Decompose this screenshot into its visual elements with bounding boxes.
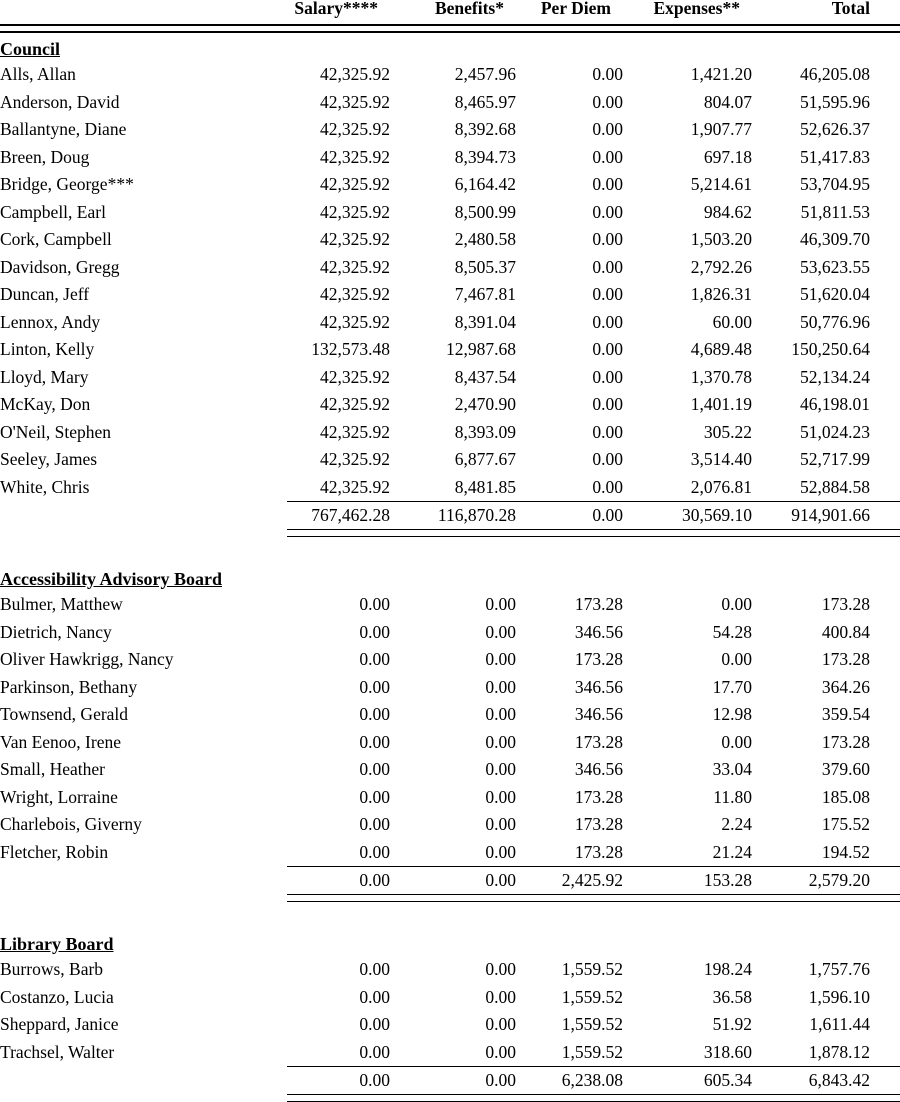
row-benefits: 12,987.68 [446,339,516,359]
row-benefits: 0.00 [485,704,516,724]
row-expenses: 1,826.31 [690,284,752,304]
row-per-diem: 0.00 [592,119,623,139]
row-total: 46,309.70 [800,229,870,249]
row-expenses: 1,907.77 [690,119,752,139]
row-per-diem: 1,559.52 [561,959,623,979]
row-person-name: Burrows, Barb [0,959,104,979]
header-rule-row [0,24,900,33]
table-row [0,281,900,309]
row-salary: 0.00 [359,621,390,642]
row-benefits: 0.00 [485,676,516,697]
subtotal-total: 6,843.42 [752,1067,900,1094]
table-row [0,956,900,984]
row-per-diem: 0.00 [592,339,623,359]
row-person-name: Costanzo, Lucia [0,986,114,1007]
row-expenses: 36.58 [712,986,752,1007]
row-expenses: 2.24 [721,814,752,834]
row-benefits: 0.00 [485,759,516,779]
subtotal-expenses: 605.34 [623,1067,752,1094]
row-total: 379.60 [821,759,870,779]
row-total: 1,878.12 [808,1041,870,1062]
subtotal-label [0,867,287,894]
row-salary: 42,325.92 [320,476,390,497]
row-salary: 42,325.92 [320,449,390,469]
table-row [0,839,900,867]
column-header-benefits: Benefits* [434,0,504,18]
row-per-diem: 346.56 [574,759,623,779]
table-row [0,811,900,839]
table-header-row [0,0,900,24]
row-per-diem: 1,559.52 [561,986,623,1007]
row-benefits: 0.00 [485,1041,516,1062]
row-expenses: 0.00 [721,594,752,614]
table-row [0,364,900,392]
table-row [0,674,900,702]
row-per-diem: 0.00 [592,229,623,249]
row-total: 51,620.04 [800,284,870,304]
row-total: 175.52 [821,814,870,834]
row-total: 150,250.64 [791,339,870,359]
table-row [0,784,900,812]
row-person-name: McKay, Don [0,394,91,414]
row-salary: 42,325.92 [320,64,390,84]
table-row [0,336,900,364]
row-benefits: 8,481.85 [454,476,516,497]
section-title-row [0,928,900,957]
subtotal-salary: 0.00 [287,867,390,894]
table-row [0,309,900,337]
row-salary: 42,325.92 [320,366,390,387]
row-person-name: Parkinson, Bethany [0,676,138,697]
row-expenses: 51.92 [712,1014,752,1034]
row-expenses: 2,792.26 [690,256,752,277]
row-benefits: 0.00 [485,814,516,834]
subtotal-per-diem: 0.00 [516,502,623,529]
row-benefits: 0.00 [485,986,516,1007]
table-row [0,1039,900,1067]
row-person-name: Bulmer, Matthew [0,594,123,614]
table-row [0,729,900,757]
row-expenses: 1,421.20 [690,64,752,84]
row-salary: 42,325.92 [320,174,390,194]
row-person-name: Charlebois, Giverny [0,814,142,834]
row-person-name: Davidson, Gregg [0,256,120,277]
subtotal-benefits: 0.00 [390,867,516,894]
table-row [0,226,900,254]
row-expenses: 804.07 [703,91,752,112]
row-salary: 0.00 [359,814,390,834]
row-per-diem: 0.00 [592,284,623,304]
row-total: 52,884.58 [800,476,870,497]
row-total: 51,811.53 [800,201,870,222]
row-per-diem: 0.00 [592,91,623,112]
row-total: 173.28 [821,594,870,614]
row-per-diem: 173.28 [574,841,623,862]
section-title-2: Library Board [0,933,114,954]
row-benefits: 0.00 [485,1014,516,1034]
table-row [0,89,900,117]
row-benefits: 8,505.37 [454,256,516,277]
table-row [0,171,900,199]
table-row [0,984,900,1012]
table-row [0,474,900,502]
row-salary: 0.00 [359,786,390,807]
row-person-name: Breen, Doug [0,146,90,167]
subtotal-benefits: 0.00 [390,1067,516,1094]
row-salary: 42,325.92 [320,311,390,332]
row-expenses: 1,401.19 [690,394,752,414]
row-salary: 0.00 [359,649,390,669]
subtotal-label [0,502,287,529]
table-row [0,756,900,784]
row-benefits: 0.00 [485,621,516,642]
row-person-name: Alls, Allan [0,64,76,84]
row-total: 53,623.55 [800,256,870,277]
row-per-diem: 0.00 [592,421,623,442]
subtotal-label [0,1067,287,1094]
row-person-name: Seeley, James [0,449,98,469]
row-benefits: 0.00 [485,594,516,614]
row-expenses: 1,503.20 [690,229,752,249]
section-subtotal-row [0,867,900,894]
row-total: 51,595.96 [800,91,870,112]
row-per-diem: 173.28 [574,731,623,752]
row-total: 1,596.10 [808,986,870,1007]
row-benefits: 8,391.04 [454,311,516,332]
row-per-diem: 0.00 [592,394,623,414]
row-salary: 0.00 [359,704,390,724]
row-person-name: Campbell, Earl [0,201,106,222]
row-salary: 42,325.92 [320,394,390,414]
subtotal-per-diem: 6,238.08 [516,1067,623,1094]
row-total: 51,024.23 [800,421,870,442]
row-person-name: Linton, Kelly [0,339,95,359]
row-expenses: 11.80 [713,786,752,807]
row-benefits: 7,467.81 [454,284,516,304]
section-title-1: Accessibility Advisory Board [0,568,223,589]
row-person-name: Ballantyne, Diane [0,119,127,139]
row-person-name: Oliver Hawkrigg, Nancy [0,649,174,669]
row-total: 364.26 [821,676,870,697]
row-person-name: Anderson, David [0,91,120,112]
table-row [0,701,900,729]
row-expenses: 697.18 [703,146,752,167]
row-expenses: 0.00 [721,731,752,752]
row-benefits: 6,164.42 [454,174,516,194]
row-per-diem: 346.56 [574,676,623,697]
section-subtotal-row [0,1067,900,1094]
subtotal-expenses: 153.28 [623,867,752,894]
table-row [0,619,900,647]
row-total: 185.08 [821,786,870,807]
row-per-diem: 0.00 [592,311,623,332]
row-person-name: Small, Heather [0,759,105,779]
subtotal-per-diem: 2,425.92 [516,867,623,894]
row-person-name: Lloyd, Mary [0,366,89,387]
table-row [0,144,900,172]
row-per-diem: 0.00 [592,174,623,194]
subtotal-rule-row [0,894,900,902]
table-row [0,1011,900,1039]
row-person-name: Bridge, George*** [0,174,134,194]
row-per-diem: 0.00 [592,256,623,277]
subtotal-total: 2,579.20 [752,867,900,894]
row-person-name: Townsend, Gerald [0,704,129,724]
row-benefits: 0.00 [485,959,516,979]
row-total: 52,717.99 [800,449,870,469]
table-row [0,446,900,474]
subtotal-rule-row [0,529,900,537]
row-person-name: Lennox, Andy [0,311,101,332]
row-benefits: 8,394.73 [454,146,516,167]
row-per-diem: 173.28 [574,594,623,614]
subtotal-rule-row [0,1094,900,1102]
row-total: 173.28 [821,731,870,752]
subtotal-expenses: 30,569.10 [623,502,752,529]
row-benefits: 8,392.68 [454,119,516,139]
row-expenses: 984.62 [703,201,752,222]
row-person-name: White, Chris [0,476,90,497]
row-benefits: 2,480.58 [454,229,516,249]
row-person-name: O'Neil, Stephen [0,421,112,442]
row-total: 52,626.37 [800,119,870,139]
row-salary: 0.00 [359,594,390,614]
row-per-diem: 173.28 [574,649,623,669]
row-per-diem: 0.00 [592,476,623,497]
row-salary: 42,325.92 [320,201,390,222]
subtotal-total: 914,901.66 [752,502,900,529]
row-expenses: 305.22 [703,421,752,442]
row-salary: 0.00 [359,986,390,1007]
row-salary: 0.00 [359,731,390,752]
row-total: 173.28 [821,649,870,669]
row-salary: 42,325.92 [320,229,390,249]
row-total: 50,776.96 [800,311,870,332]
row-salary: 42,325.92 [320,146,390,167]
row-person-name: Wright, Lorraine [0,786,118,807]
row-salary: 42,325.92 [320,421,390,442]
row-salary: 0.00 [359,841,390,862]
row-expenses: 2,076.81 [690,476,752,497]
row-total: 400.84 [821,621,870,642]
column-header-expenses: Expenses** [653,0,740,18]
row-total: 1,757.76 [808,959,870,979]
row-per-diem: 0.00 [592,146,623,167]
row-benefits: 0.00 [485,841,516,862]
table-row [0,419,900,447]
row-benefits: 2,470.90 [454,394,516,414]
row-person-name: Trachsel, Walter [0,1041,115,1062]
row-per-diem: 173.28 [574,814,623,834]
subtotal-benefits: 116,870.28 [390,502,516,529]
row-expenses: 318.60 [703,1041,752,1062]
row-person-name: Cork, Campbell [0,229,112,249]
row-total: 1,611.44 [809,1014,870,1034]
row-benefits: 0.00 [485,731,516,752]
row-per-diem: 0.00 [592,366,623,387]
row-total: 46,198.01 [800,394,870,414]
table-row [0,61,900,89]
row-total: 194.52 [821,841,870,862]
subtotal-double-rule [287,1094,900,1102]
subtotal-salary: 0.00 [287,1067,390,1094]
column-header-total: Total [831,0,870,18]
table-row [0,391,900,419]
row-expenses: 54.28 [712,621,752,642]
row-salary: 0.00 [359,1041,390,1062]
row-person-name: Fletcher, Robin [0,841,109,862]
row-benefits: 0.00 [485,649,516,669]
row-per-diem: 346.56 [574,704,623,724]
row-per-diem: 1,559.52 [561,1014,623,1034]
row-benefits: 8,393.09 [454,421,516,442]
column-header-name [0,0,287,24]
row-total: 52,134.24 [800,366,870,387]
row-salary: 42,325.92 [320,91,390,112]
subtotal-salary: 767,462.28 [287,502,390,529]
row-person-name: Sheppard, Janice [0,1014,119,1034]
table-row [0,116,900,144]
table-row [0,591,900,619]
row-expenses: 17.70 [712,676,752,697]
row-salary: 132,573.48 [311,339,390,359]
row-per-diem: 0.00 [592,201,623,222]
row-total: 359.54 [821,704,870,724]
row-person-name: Van Eenoo, Irene [0,731,121,752]
row-expenses: 33.04 [712,759,752,779]
section-title-row [0,33,900,62]
row-person-name: Dietrich, Nancy [0,621,112,642]
row-expenses: 5,214.61 [690,174,752,194]
row-total: 51,417.83 [800,146,870,167]
section-title-row [0,563,900,592]
row-salary: 0.00 [359,759,390,779]
row-per-diem: 0.00 [592,64,623,84]
header-double-rule [0,24,900,33]
row-per-diem: 173.28 [574,786,623,807]
row-expenses: 0.00 [721,649,752,669]
subtotal-double-rule [287,529,900,537]
subtotal-double-rule [287,894,900,902]
section-spacer [0,902,900,928]
row-per-diem: 346.56 [574,621,623,642]
row-total: 53,704.95 [800,174,870,194]
row-benefits: 6,877.67 [454,449,516,469]
row-salary: 42,325.92 [320,284,390,304]
row-total: 46,205.08 [800,64,870,84]
row-salary: 0.00 [359,1014,390,1034]
table-row [0,646,900,674]
table-row [0,199,900,227]
section-subtotal-row [0,502,900,529]
column-header-per_diem: Per Diem [540,0,611,18]
row-expenses: 3,514.40 [690,449,752,469]
row-salary: 42,325.92 [320,256,390,277]
row-person-name: Duncan, Jeff [0,284,90,304]
row-salary: 0.00 [359,676,390,697]
section-title-0: Council [0,38,61,59]
row-benefits: 8,437.54 [454,366,516,387]
row-salary: 0.00 [359,959,390,979]
row-benefits: 8,500.99 [454,201,516,222]
row-benefits: 2,457.96 [454,64,516,84]
row-expenses: 4,689.48 [690,339,752,359]
row-expenses: 60.00 [712,311,752,332]
row-expenses: 198.24 [703,959,752,979]
row-expenses: 12.98 [712,704,752,724]
row-per-diem: 0.00 [592,449,623,469]
column-header-salary: Salary**** [294,0,378,18]
row-benefits: 8,465.97 [454,91,516,112]
table-row [0,254,900,282]
row-per-diem: 1,559.52 [561,1041,623,1062]
row-benefits: 0.00 [485,786,516,807]
row-expenses: 1,370.78 [690,366,752,387]
row-salary: 42,325.92 [320,119,390,139]
row-expenses: 21.24 [712,841,752,862]
section-spacer [0,537,900,563]
